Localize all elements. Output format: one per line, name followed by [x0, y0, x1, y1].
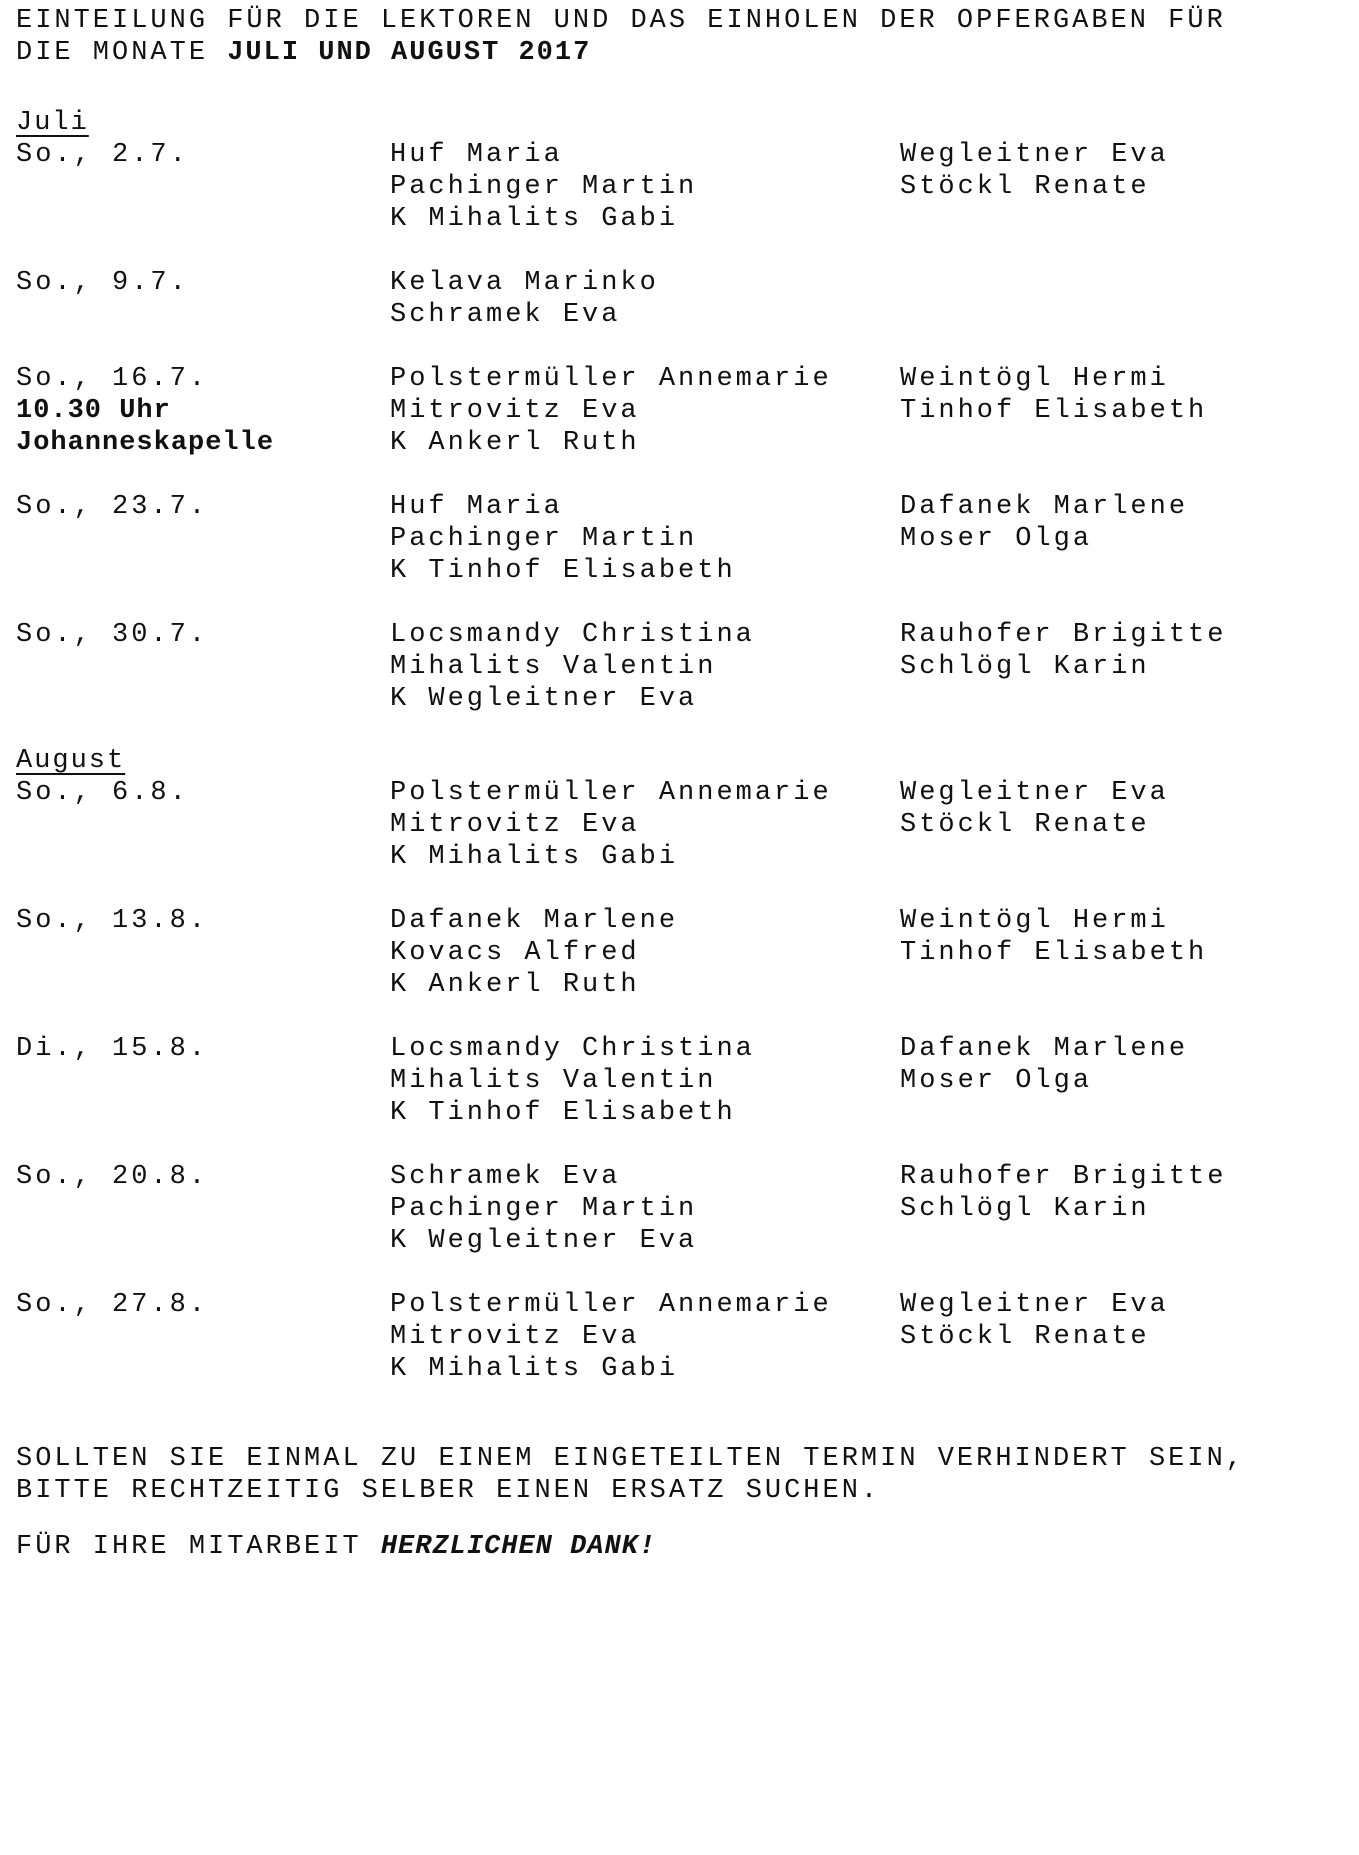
collector-name: Wegleitner Eva	[900, 140, 1169, 170]
lector-name: K Ankerl Ruth	[390, 428, 640, 458]
notice-line-2: BITTE RECHTZEITIG SELBER EINEN ERSATZ SUCHEN.	[16, 1476, 881, 1506]
collector-name: Wegleitner Eva	[900, 1290, 1169, 1320]
thanks-line	[16, 1534, 656, 1561]
lector-name: K Mihalits Gabi	[390, 1354, 679, 1384]
lector-name: Polstermüller Annemarie	[390, 1290, 832, 1320]
lector-name: Mihalits Valentin	[390, 652, 717, 682]
lector-name: Pachinger Martin	[390, 1194, 698, 1224]
lector-name: K Wegleitner Eva	[390, 1226, 698, 1256]
entry-date: So., 2.7.	[16, 140, 189, 170]
entry-location-note: Johanneskapelle	[16, 428, 275, 458]
entry-date: So., 20.8.	[16, 1162, 209, 1192]
collector-name: Wegleitner Eva	[900, 778, 1169, 808]
collector-name: Dafanek Marlene	[900, 1034, 1189, 1064]
collector-name: Dafanek Marlene	[900, 492, 1189, 522]
document-title-line-2	[16, 40, 591, 67]
collector-name: Stöckl Renate	[900, 172, 1150, 202]
lector-name: Huf Maria	[390, 492, 563, 522]
entry-date: So., 23.7.	[16, 492, 209, 522]
notice-line-1: SOLLTEN SIE EINMAL ZU EINEM EINGETEILTEN TERMIN VERHINDERT SEIN,	[16, 1444, 1245, 1474]
lector-name: Polstermüller Annemarie	[390, 778, 832, 808]
lector-name: Locsmandy Christina	[390, 620, 755, 650]
collector-name: Schlögl Karin	[900, 1194, 1150, 1224]
month-heading-juli: Juli	[16, 108, 89, 138]
lector-name: Mitrovitz Eva	[390, 396, 640, 426]
lector-name: K Tinhof Elisabeth	[390, 556, 736, 586]
collector-name: Stöckl Renate	[900, 1322, 1150, 1352]
title-prefix: DIE MONATE	[16, 38, 228, 68]
lector-name: Kelava Marinko	[390, 268, 659, 298]
lector-name: Pachinger Martin	[390, 172, 698, 202]
entry-date: So., 30.7.	[16, 620, 209, 650]
month-heading-august: August	[16, 746, 126, 776]
entry-date: Di., 15.8.	[16, 1034, 209, 1064]
title-months: JULI UND AUGUST 2017	[227, 38, 592, 68]
lector-name: K Wegleitner Eva	[390, 684, 698, 714]
entry-date: So., 16.7.	[16, 364, 209, 394]
collector-name: Stöckl Renate	[900, 810, 1150, 840]
document-title-line-1: EINTEILUNG FÜR DIE LEKTOREN UND DAS EINHOLEN DER OPFERGABEN FÜR	[16, 6, 1226, 36]
collector-name: Rauhofer Brigitte	[900, 620, 1227, 650]
lector-name: Kovacs Alfred	[390, 938, 640, 968]
lector-name: K Tinhof Elisabeth	[390, 1098, 736, 1128]
lector-name: Mitrovitz Eva	[390, 1322, 640, 1352]
thanks-emphasis: HERZLICHEN DANK!	[380, 1532, 657, 1562]
collector-name: Moser Olga	[900, 1066, 1093, 1096]
lector-name: Schramek Eva	[390, 300, 621, 330]
collector-name: Tinhof Elisabeth	[900, 396, 1208, 426]
lector-name: Huf Maria	[390, 140, 563, 170]
entry-date: So., 6.8.	[16, 778, 189, 808]
lector-name: Mihalits Valentin	[390, 1066, 717, 1096]
collector-name: Weintögl Hermi	[900, 364, 1169, 394]
entry-date: So., 13.8.	[16, 906, 209, 936]
lector-name: K Mihalits Gabi	[390, 204, 679, 234]
thanks-prefix: FÜR IHRE MITARBEIT	[16, 1532, 381, 1562]
lector-name: Mitrovitz Eva	[390, 810, 640, 840]
entry-time-note: 10.30 Uhr	[16, 396, 171, 426]
collector-name: Schlögl Karin	[900, 652, 1150, 682]
lector-name: K Ankerl Ruth	[390, 970, 640, 1000]
lector-name: K Mihalits Gabi	[390, 842, 679, 872]
lector-name: Schramek Eva	[390, 1162, 621, 1192]
lector-name: Polstermüller Annemarie	[390, 364, 832, 394]
lector-name: Locsmandy Christina	[390, 1034, 755, 1064]
lector-name: Dafanek Marlene	[390, 906, 679, 936]
entry-date: So., 9.7.	[16, 268, 189, 298]
collector-name: Moser Olga	[900, 524, 1093, 554]
collector-name: Tinhof Elisabeth	[900, 938, 1208, 968]
collector-name: Rauhofer Brigitte	[900, 1162, 1227, 1192]
entry-date: So., 27.8.	[16, 1290, 209, 1320]
lector-name: Pachinger Martin	[390, 524, 698, 554]
collector-name: Weintögl Hermi	[900, 906, 1169, 936]
